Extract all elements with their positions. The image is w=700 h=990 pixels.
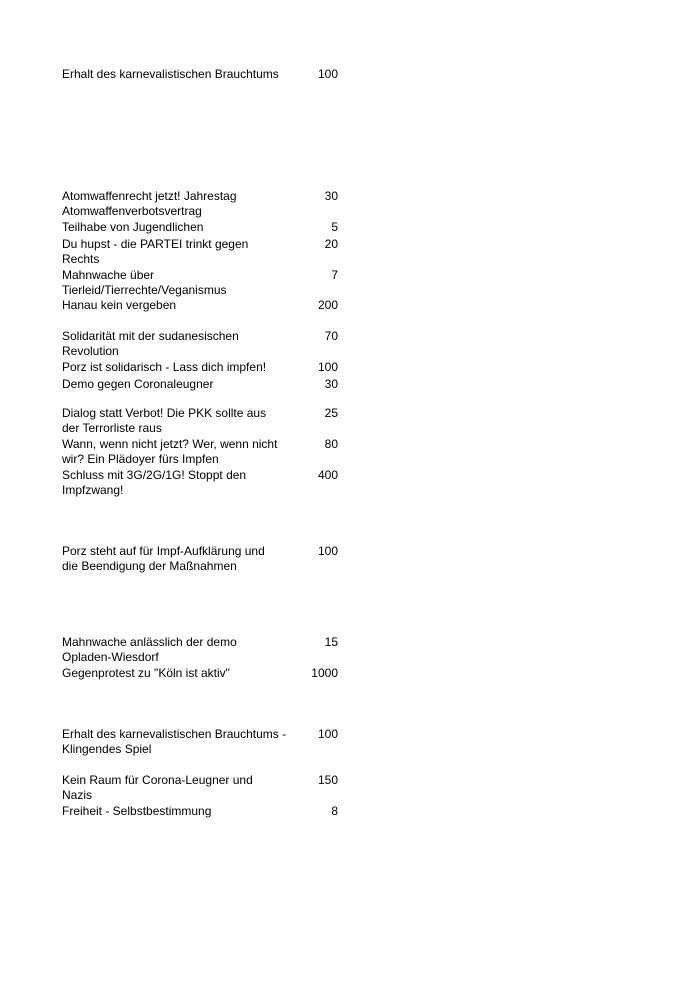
entry-count: 1000: [311, 666, 338, 680]
entry-count: 70: [324, 329, 338, 343]
entry-title: Hanau kein vergeben: [62, 298, 177, 312]
entry-count: 80: [324, 437, 338, 451]
entry-count: 7: [331, 268, 338, 282]
entry-count: 100: [317, 727, 338, 741]
entry-count: 15: [324, 635, 338, 649]
entry-count: 100: [317, 360, 338, 374]
entry-count: 30: [324, 377, 338, 391]
entry-count: 8: [331, 804, 338, 818]
entry-title: Freiheit - Selbstbestimmung: [62, 804, 212, 818]
entry-title: Atomwaffenrecht jetzt! Jahrestag Atomwaffenverbotsvertrag: [62, 189, 237, 218]
entry-title: Wann, wenn nicht jetzt? Wer, wenn nicht wir? Ein Plädoyer fürs Impfen: [62, 437, 278, 466]
entry-title: Du hupst - die PARTEI trinkt gegen Rechts: [62, 237, 249, 266]
entry-count: 20: [324, 237, 338, 251]
entry-title: Teilhabe von Jugendlichen: [62, 220, 204, 234]
entry-count: 30: [324, 189, 338, 203]
entry-title: Mahnwache über Tierleid/Tierrechte/Veganismus: [62, 268, 227, 297]
entry-title: Erhalt des karnevalistischen Brauchtums - Klingendes Spiel: [62, 727, 287, 756]
entry-count: 5: [331, 220, 338, 234]
entry-title: Erhalt des karnevalistischen Brauchtums: [62, 67, 279, 81]
entry-title: Schluss mit 3G/2G/1G! Stoppt den Impfzwang!: [62, 468, 247, 497]
entry-title: Mahnwache anlässlich der demo Opladen-Wiesdorf: [62, 635, 237, 664]
entry-title: Gegenprotest zu "Köln ist aktiv": [62, 666, 230, 680]
entry-count: 150: [317, 773, 338, 787]
entry-title: Porz ist solidarisch - Lass dich impfen!: [62, 360, 267, 374]
entry-count: 200: [317, 298, 338, 312]
entry-title: Demo gegen Coronaleugner: [62, 377, 214, 391]
entry-title: Dialog statt Verbot! Die PKK sollte aus der Terrorliste raus: [62, 406, 267, 435]
entry-title: Solidarität mit der sudanesischen Revolution: [62, 329, 239, 358]
entry-title: Porz steht auf für Impf-Aufklärung und die Beendigung der Maßnahmen: [62, 544, 265, 573]
entry-count: 100: [317, 544, 338, 558]
entry-count: 100: [317, 67, 338, 81]
entry-title: Kein Raum für Corona-Leugner und Nazis: [62, 773, 253, 802]
entry-count: 25: [324, 406, 338, 420]
entry-count: 400: [317, 468, 338, 482]
